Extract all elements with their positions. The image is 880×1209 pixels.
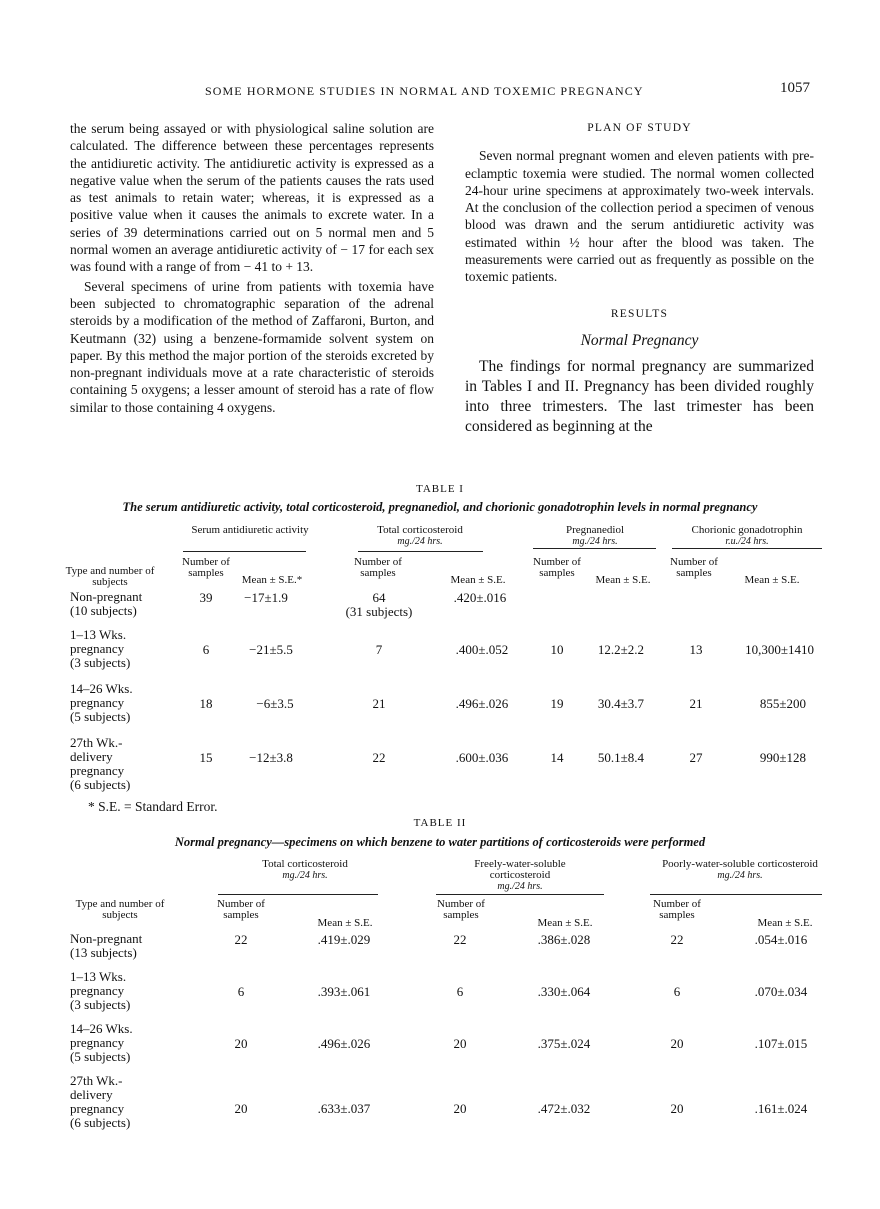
row-header: Type and number of subjects bbox=[65, 565, 155, 588]
table-cell: 20 bbox=[453, 1036, 467, 1051]
column-header: Mean ± S.E. bbox=[450, 574, 506, 586]
table-cell: 19 bbox=[550, 696, 564, 711]
column-header: Mean ± S.E. bbox=[595, 574, 651, 586]
table-row-label: 1–13 Wks. pregnancy (3 subjects) bbox=[70, 969, 131, 1012]
table2-group-header: Total corticosteroid mg./24 hrs. bbox=[262, 858, 348, 881]
column-header: Mean ± S.E. bbox=[744, 574, 800, 586]
table-cell: .330±.064 bbox=[537, 984, 591, 999]
table-cell: .472±.032 bbox=[537, 1101, 591, 1116]
subsection-heading: Normal Pregnancy bbox=[580, 331, 699, 349]
table-cell: 39 bbox=[199, 590, 213, 605]
table2-caption: TABLE II bbox=[413, 817, 467, 829]
table1-footnote: * S.E. = Standard Error. bbox=[88, 799, 218, 814]
column-header: Number of samples bbox=[653, 898, 701, 921]
table-cell: 22 bbox=[670, 932, 684, 947]
table-cell: .107±.015 bbox=[754, 1036, 808, 1051]
table-cell: 20 bbox=[670, 1036, 684, 1051]
table-cell: 13 bbox=[689, 642, 703, 657]
table-cell: 20 bbox=[670, 1101, 684, 1116]
column-header: Mean ± S.E. bbox=[757, 917, 813, 929]
table1-title: The serum antidiuretic activity, total corticosteroid, pregnanediol, and chorionic gonadotrophin levels in normal pregnancy bbox=[122, 500, 758, 514]
table-cell: .496±.026 bbox=[317, 1036, 371, 1051]
column-header: Mean ± S.E. bbox=[317, 917, 373, 929]
table-cell: 20 bbox=[234, 1036, 248, 1051]
section-heading-results: RESULTS bbox=[610, 307, 669, 320]
paragraph: the serum being assayed or with physiological saline solution are calculated. The difference between these percentages represents the antidiuretic activity. The antidiuretic activity is expressed as a negative value when the serum of the patients causes the rats used as test animals to retain water; whereas, it is expressed as a positive value when it causes the animals to excrete water. In a series of 39 determinations carried out on 5 normal men and 5 normal women an average antidiuretic activity of − 17 for each sex was found with a range of from − 41 to + 13. bbox=[70, 121, 434, 275]
paragraph: The findings for normal pregnancy are summarized in Tables I and II. Pregnancy has been divided roughly into three trimesters. The last trimester has been considered as beginning at the bbox=[465, 358, 814, 436]
table-cell: .633±.037 bbox=[317, 1101, 371, 1116]
table-cell: 990±128 bbox=[759, 750, 806, 765]
table-cell: 6 bbox=[237, 984, 245, 999]
column-header: Mean ± S.E.* bbox=[241, 574, 303, 586]
running-title: SOME HORMONE STUDIES IN NORMAL AND TOXEMIC PREGNANCY bbox=[205, 84, 644, 98]
table-cell: .393±.061 bbox=[317, 984, 371, 999]
paragraph: Seven normal pregnant women and eleven patients with pre-eclamptic toxemia were studied. The normal women collected 24-hour urine specimens at approximately two-week intervals. At the conclusion of the collection period a specimen of venous blood was drawn and the serum antidiuretic activity was estimated within ½ hour after the blood was taken. The measurements were carried out as frequently as possible on the toxemic patients. bbox=[465, 148, 814, 285]
table-cell: .386±.028 bbox=[537, 932, 591, 947]
page-number: 1057 bbox=[780, 80, 810, 96]
table-cell: 50.1±8.4 bbox=[597, 750, 645, 765]
left-column bbox=[70, 120, 434, 416]
table-cell: 855±200 bbox=[759, 696, 806, 711]
table1-group-header: Chorionic gonadotrophin r.u./24 hrs. bbox=[691, 524, 803, 547]
table1-group-header: Serum antidiuretic activity bbox=[191, 524, 309, 536]
table-row-label: 27th Wk.- delivery pregnancy (6 subjects) bbox=[70, 735, 131, 792]
table-row-label: 14–26 Wks. pregnancy (5 subjects) bbox=[70, 681, 133, 724]
table-cell: 10,300±1410 bbox=[745, 642, 814, 657]
table-cell: .400±.052 bbox=[455, 642, 509, 657]
column-header: Number of samples bbox=[354, 556, 402, 579]
rule bbox=[218, 894, 378, 895]
table-cell-note: (31 subjects) bbox=[345, 604, 413, 619]
table-row-label: 27th Wk.- delivery pregnancy (6 subjects) bbox=[70, 1073, 131, 1130]
table-cell: 6 bbox=[456, 984, 464, 999]
table2-group-header: Freely-water-soluble corticosteroid mg./24 hrs. bbox=[474, 858, 566, 892]
table-cell: .070±.034 bbox=[754, 984, 808, 999]
rule bbox=[533, 548, 656, 549]
column-header: Number of samples bbox=[217, 898, 265, 921]
row-header: Type and number of subjects bbox=[75, 898, 165, 921]
table-cell: 6 bbox=[202, 642, 210, 657]
rule bbox=[436, 894, 604, 895]
table-cell: 15 bbox=[199, 750, 213, 765]
table-cell: 10 bbox=[550, 642, 564, 657]
table-cell: 20 bbox=[234, 1101, 248, 1116]
table-cell: .161±.024 bbox=[754, 1101, 808, 1116]
table-cell: −6±3.5 bbox=[256, 696, 294, 711]
column-header: Mean ± S.E. bbox=[537, 917, 593, 929]
column-header: Number of samples bbox=[670, 556, 718, 579]
column-header: Number of samples bbox=[182, 556, 230, 579]
table-cell: 22 bbox=[234, 932, 248, 947]
table-cell: 20 bbox=[453, 1101, 467, 1116]
table-cell: .496±.026 bbox=[455, 696, 509, 711]
table-row-label: Non-pregnant (10 subjects) bbox=[70, 589, 143, 618]
rule bbox=[183, 551, 306, 552]
column-header: Number of samples bbox=[437, 898, 485, 921]
table1-group-header: Total corticosteroid mg./24 hrs. bbox=[377, 524, 463, 547]
rule bbox=[358, 551, 483, 552]
table-cell: 30.4±3.7 bbox=[597, 696, 645, 711]
rule bbox=[672, 548, 822, 549]
table-row-label: 14–26 Wks. pregnancy (5 subjects) bbox=[70, 1021, 133, 1064]
table-cell: 14 bbox=[550, 750, 564, 765]
rule bbox=[650, 894, 822, 895]
table2-group-header: Poorly-water-soluble corticosteroid mg./24 hrs. bbox=[662, 858, 818, 881]
table-cell: .375±.024 bbox=[537, 1036, 591, 1051]
table-cell: .600±.036 bbox=[455, 750, 509, 765]
column-header: Number of samples bbox=[533, 556, 581, 579]
table-row-label: Non-pregnant (13 subjects) bbox=[70, 931, 143, 960]
section-heading-plan: PLAN OF STUDY bbox=[587, 122, 692, 134]
table-cell: 21 bbox=[689, 696, 703, 711]
table-cell: 27 bbox=[689, 750, 703, 765]
paragraph: Several specimens of urine from patients with toxemia have been subjected to chromatographic separation of the adrenal steroids by a modification of the method of Zaffaroni, Burton, and Keutmann (32) using a benzene-formamide solvent system on paper. By this method the major portion of the steroids excreted by non-pregnant individuals move at a rate characteristic of steroids containing 5 oxygens; a lesser amount of steroid has a rate of flow similar to those containing 4 oxygens. bbox=[70, 278, 434, 415]
table1-group-header: Pregnanediol mg./24 hrs. bbox=[565, 524, 625, 547]
table-cell: 7 bbox=[375, 642, 383, 657]
table-cell: 21 bbox=[372, 696, 386, 711]
table1-caption: TABLE I bbox=[416, 483, 464, 495]
table-cell: .054±.016 bbox=[754, 932, 808, 947]
table-cell: .420±.016 bbox=[453, 590, 507, 605]
right-column bbox=[465, 120, 814, 437]
table-cell: 22 bbox=[453, 932, 467, 947]
table2-title: Normal pregnancy—specimens on which benzene to water partitions of corticosteroids were performed bbox=[174, 835, 706, 849]
table-cell: 22 bbox=[372, 750, 386, 765]
table-cell: 6 bbox=[673, 984, 681, 999]
table-cell: 64 bbox=[372, 590, 386, 605]
table-cell: −12±3.8 bbox=[249, 750, 293, 765]
table-cell: .419±.029 bbox=[317, 932, 371, 947]
table-cell: −17±1.9 bbox=[244, 590, 288, 605]
table-cell: −21±5.5 bbox=[249, 642, 293, 657]
table-row-label: 1–13 Wks. pregnancy (3 subjects) bbox=[70, 627, 131, 670]
table-cell: 12.2±2.2 bbox=[597, 642, 645, 657]
table-cell: 18 bbox=[199, 696, 213, 711]
